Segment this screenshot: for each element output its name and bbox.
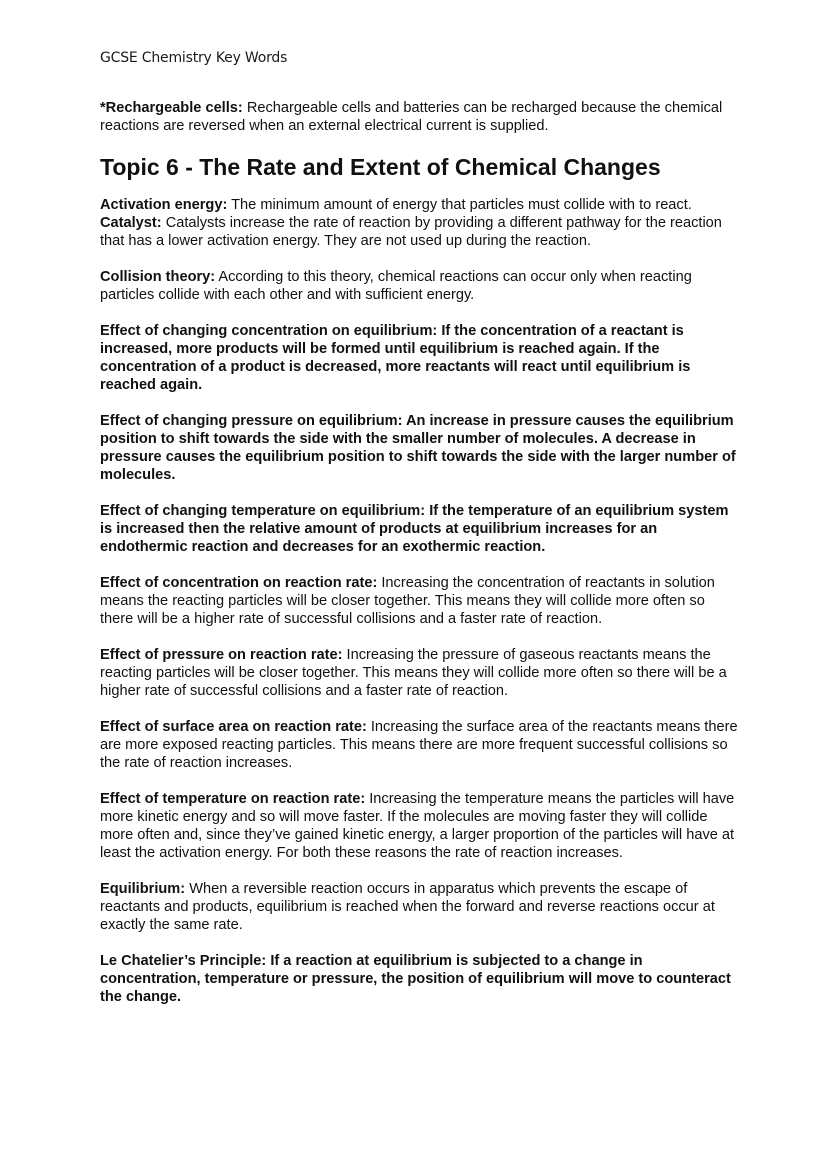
entry-definition: Increasing the pressure of gaseous reactants means the reacting particles will be closer together. This means they will collide more often so there will be a higher rate of successful collisions and a faster rate of reaction. (100, 647, 727, 699)
entry-definition: Increasing the surface area of the reactants means there are more exposed reacting particles. This means there are more frequent successful collisions so the rate of reaction increases. (100, 719, 738, 771)
entry-term: Activation energy: (100, 197, 228, 213)
entry-term: Effect of temperature on reaction rate: (100, 791, 366, 807)
entry-equilibrium (100, 880, 740, 934)
entry-temperature-rate (100, 790, 740, 862)
entry-term: Equilibrium: (100, 881, 186, 897)
entry-concentration-equilibrium (100, 322, 740, 394)
entry-term: Le Chatelier’s Principle: (100, 953, 267, 969)
entry-surface-area-rate (100, 718, 740, 772)
entry-definition: An increase in pressure causes the equilibrium position to shift towards the side with the smaller number of molecules. A decrease in pressure causes the equilibrium position to shift towards the side with the larger number of molecules. (100, 413, 736, 483)
entry-pressure-rate (100, 646, 740, 700)
document-body (100, 99, 740, 1024)
entry-term: Effect of surface area on reaction rate: (100, 719, 367, 735)
entry-term: Effect of pressure on reaction rate: (100, 647, 343, 663)
entry-term: Catalyst: (100, 215, 162, 231)
topic-title: Topic 6 - The Rate and Extent of Chemical Changes (100, 154, 661, 180)
entry-term: Effect of concentration on reaction rate: (100, 575, 378, 591)
entry-term: Effect of changing concentration on equilibrium: (100, 323, 438, 339)
entry-collision-theory (100, 268, 740, 304)
entry-definition: According to this theory, chemical reactions can occur only when reacting particles collide with each other and with sufficient energy. (100, 269, 692, 303)
entry-term: Effect of changing pressure on equilibrium: (100, 413, 403, 429)
entry-definition: Catalysts increase the rate of reaction by providing a different pathway for the reaction that has a lower activation energy. They are not used up during the reaction. (100, 215, 722, 249)
entry-activation-energy (100, 196, 740, 214)
entry-rechargeable-cells (100, 99, 740, 135)
entry-definition: Increasing the concentration of reactants in solution means the reacting particles will be closer together. This means they will collide more often so there will be a higher rate of successful collisions and a faster rate of reaction. (100, 575, 715, 627)
entry-term: Effect of changing temperature on equilibrium: (100, 503, 426, 519)
entry-definition: The minimum amount of energy that particles must collide with to react. (227, 197, 692, 213)
entry-definition: Increasing the temperature means the particles will have more kinetic energy and so will move faster. If the molecules are moving faster they will collide more often and, since they’ve gained kinetic energy, a larger proportion of the particles will have at least the activation energy. For both these reasons the rate of reaction increases. (100, 791, 735, 861)
entry-definition: Rechargeable cells and batteries can be recharged because the chemical reactions are reversed when an external electrical current is supplied. (100, 100, 723, 134)
page-header: GCSE Chemistry Key Words (100, 50, 288, 66)
entry-definition: If the temperature of an equilibrium system is increased then the relative amount of products at equilibrium increases for an endothermic reaction and decreases for an exothermic reaction. (100, 503, 729, 555)
entry-definition: When a reversible reaction occurs in apparatus which prevents the escape of reactants and products, equilibrium is reached when the forward and reverse reactions occur at exactly the same rate. (100, 881, 715, 933)
entry-definition: If the concentration of a reactant is increased, more products will be formed until equilibrium is reached again. If the concentration of a product is decreased, more reactants will react until equilibrium is reached again. (100, 323, 691, 393)
entry-term: *Rechargeable cells: (100, 100, 243, 116)
entry-term: Collision theory: (100, 269, 216, 285)
entry-temperature-equilibrium (100, 502, 740, 556)
entry-le-chatelier (100, 952, 740, 1006)
entry-definition: If a reaction at equilibrium is subjected to a change in concentration, temperature or pressure, the position of equilibrium will move to counteract the change. (100, 953, 731, 1005)
entry-pressure-equilibrium (100, 412, 740, 484)
entry-catalyst (100, 214, 740, 250)
entry-concentration-rate (100, 574, 740, 628)
